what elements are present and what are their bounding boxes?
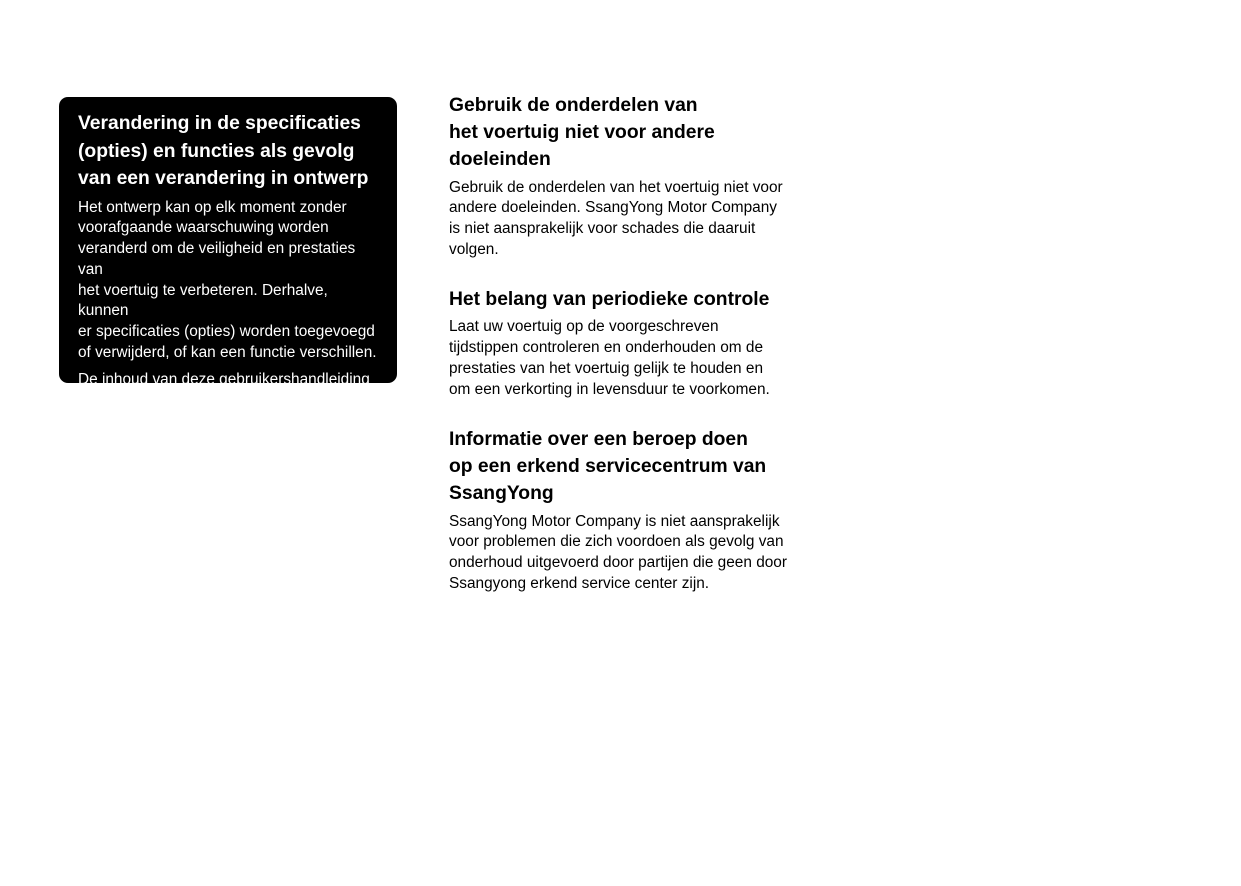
notice-paragraph: De inhoud van deze gebruikershandleiding wijkt mogelijk af van uw voertuig. bbox=[78, 370, 370, 409]
notice-paragraph: Het ontwerp kan op elk moment zonder voorafgaande waarschuwing worden veranderd om de veiligheid en prestaties van het voertuig te verbeteren. Derhalve, kunnen er specificaties (opties) worden toegevoegd of verwijderd, of kan een functie verschillen. bbox=[78, 198, 377, 362]
section-body: SsangYong Motor Company is niet aansprakelijk voor problemen die zich voordoen als gevolg van onderhoud uitgevoerd door partijen die geen door Ssangyong erkend service center zijn. bbox=[449, 512, 787, 592]
design-change-notice-box bbox=[59, 97, 397, 409]
section-body: Laat uw voertuig op de voorgeschreven tijdstippen controleren en onderhouden om de prestaties van het voertuig gelijk te houden en om een verkorting in levensduur te voorkomen. bbox=[449, 318, 770, 398]
section-title: Informatie over een beroep doen op een erkend servicecentrum van SsangYong bbox=[449, 429, 767, 505]
section-vehicle-parts-use bbox=[449, 92, 789, 261]
section-title: Gebruik de onderdelen van het voertuig niet voor andere doeleinden bbox=[449, 95, 715, 171]
section-authorized-service bbox=[449, 426, 789, 595]
section-periodic-inspection bbox=[449, 286, 789, 400]
section-body: Gebruik de onderdelen van het voertuig niet voor andere doeleinden. SsangYong Motor Company is niet aansprakelijk voor schades die daaruit volgen. bbox=[449, 178, 783, 258]
notice-title: Verandering in de specificaties (opties) en functies als gevolg van een verandering in ontwerp bbox=[78, 113, 369, 189]
section-title: Het belang van periodieke controle bbox=[449, 289, 770, 310]
